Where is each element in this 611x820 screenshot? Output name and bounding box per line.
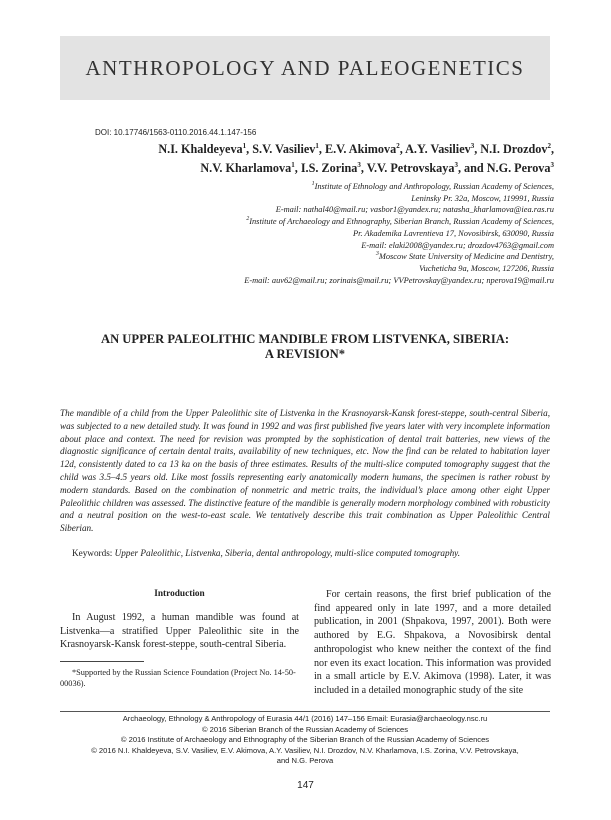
- left-column: [60, 589, 299, 689]
- affiliation-line: Pr. Akademika Lavrentieva 17, Novosibirsk, 630090, Russia: [353, 228, 554, 238]
- affiliation-line: Vucheticha 9a, Moscow, 127206, Russia: [419, 263, 554, 273]
- page-footer: [60, 714, 550, 767]
- affiliation-email: E-mail: elaki2008@yandex.ru; drozdov4763@gmail.com: [361, 240, 554, 250]
- author-line-1: [84, 140, 554, 159]
- copyright-line: © 2016 N.I. Khaldeyeva, S.V. Vasiliev, E.V. Akimova, A.Y. Vasiliev, N.I. Drozdov, N.V. Kharlamova, I.S. Zorina, V.V. Petrovskaya,: [91, 745, 519, 755]
- keywords-label: Keywords:: [72, 548, 113, 558]
- journal-info: Archaeology, Ethnology & Anthropology of Eurasia 44/1 (2016) 147–156 Email: Eurasia@archaeology.nsc.ru: [122, 714, 488, 723]
- author-list: [84, 140, 554, 178]
- author: I.S. Zorina$^3$,: [300, 160, 367, 175]
- author: N.I. Drozdov$^2$,: [480, 141, 554, 156]
- author: S.V. Vasiliev$^1$,: [252, 141, 325, 156]
- copyright-line: and N.G. Perova: [276, 756, 334, 765]
- affiliation-line: $^2$Institute of Archaeology and Ethnography, Siberian Branch, Russian Academy of Sciences,: [246, 216, 554, 227]
- author: A.Y. Vasiliev$^3$,: [405, 141, 481, 156]
- author: N.V. Kharlamova$^1$,: [200, 160, 301, 175]
- paper-title: [60, 332, 550, 362]
- keywords: [72, 547, 550, 559]
- section-banner: [60, 36, 550, 100]
- intro-paragraph: In August 1992, a human mandible was found at Listvenka—a stratified Upper Paleolithic site in the Krasnoyarsk-Kansk forest-steppe, south-central Siberia.: [60, 612, 299, 651]
- paper-title-line-2: A REVISION*: [264, 347, 346, 361]
- right-column: [314, 588, 551, 698]
- copyright-line: © 2016 Siberian Branch of the Russian Academy of Sciences: [201, 724, 409, 734]
- affiliation-email: E-mail: auv62@mail.ru; zorinais@mail.ru; VVPetrovskay@yandex.ru; nperova19@mail.ru: [244, 275, 554, 285]
- footer-divider: [60, 711, 550, 712]
- author: E.V. Akimova$^2$,: [324, 141, 406, 156]
- author: N.I. Khaldeyeva$^1$,: [158, 141, 253, 156]
- abstract: The mandible of a child from the Upper Paleolithic site of Listvenka in the Krasnoyarsk-Kansk forest-steppe, south-central Siberia, was subjected to a new detailed study. It was found in 1992 and was first published five years later with very incomplete information about place and context. The need for revision was prompted by the sophistication of dental trait batteries, new views of the diagnostic significance of certain dental traits, availability of new techniques, etc. Now the find can be related to habitation layer 12d, consistently dated to ca 13 ka on the basis of three estimates. Results of the multi-slice computed tomography suggest that the child was 3.5–4.5 years old. Like most fossils representing early anatomically modern humans, the specimen is rather robust by modern standards. Based on the combination of nonmetric and metric traits, the individual’s place among other eight Upper Paleolithic children was assessed. The distinctive feature of the mandible is generally modern morphology combined with robusticity and a neutral position on the west-to-east scale. We tentatively describe this trait combination as Upper Paleolithic Central Siberian.: [60, 408, 550, 534]
- affiliation-line: $^3$Moscow State University of Medicine and Dentistry,: [375, 251, 554, 262]
- section-title: ANTHROPOLOGY AND PALEOGENETICS: [85, 55, 525, 80]
- affiliation-line: $^1$Institute of Ethnology and Anthropology, Russian Academy of Sciences,: [311, 181, 554, 191]
- page-number: 147: [297, 780, 314, 791]
- author: N.G. Perova$^3$: [486, 160, 554, 175]
- body-paragraph: For certain reasons, the first brief publication of the find appeared only in late 1997, and a more detailed publication, in 2001 (Shpakova, 1997, 2001). Both were authored by E.G. Shpakova, a Novosibirsk dental anthropologist who knew neither the context of the find nor even its exact location. This information was provided in a small article by E.V. Akimova (1998). Later, it was included in a detailed monographic study of the site: [314, 589, 551, 696]
- footnote: *Supported by the Russian Science Foundation (Project No. 14-50-00036).: [60, 668, 296, 689]
- copyright-line: © 2016 Institute of Archaeology and Ethnography of the Siberian Branch of the Russian Academy of Sciences: [120, 735, 490, 744]
- introduction-heading: Introduction: [154, 589, 205, 599]
- keywords-text: Upper Paleolithic, Listvenka, Siberia, dental anthropology, multi-slice computed tomography.: [114, 548, 461, 558]
- affiliations: [84, 181, 554, 286]
- affiliation-email: E-mail: nathal40@mail.ru; vasbor1@yandex.ru; natasha_kharlamova@iea.ras.ru: [275, 205, 554, 215]
- doi[interactable]: DOI: 10.17746/1563-0110.2016.44.1.147-156: [95, 128, 257, 137]
- paper-title-line-1: AN UPPER PALEOLITHIC MANDIBLE FROM LISTVENKA, SIBERIA:: [100, 332, 510, 346]
- author-line-2: [84, 159, 554, 178]
- footnote-divider: [60, 661, 144, 662]
- author: V.V. Petrovskaya$^3$, and: [366, 160, 487, 175]
- affiliation-line: Leninsky Pr. 32a, Moscow, 119991, Russia: [411, 193, 554, 203]
